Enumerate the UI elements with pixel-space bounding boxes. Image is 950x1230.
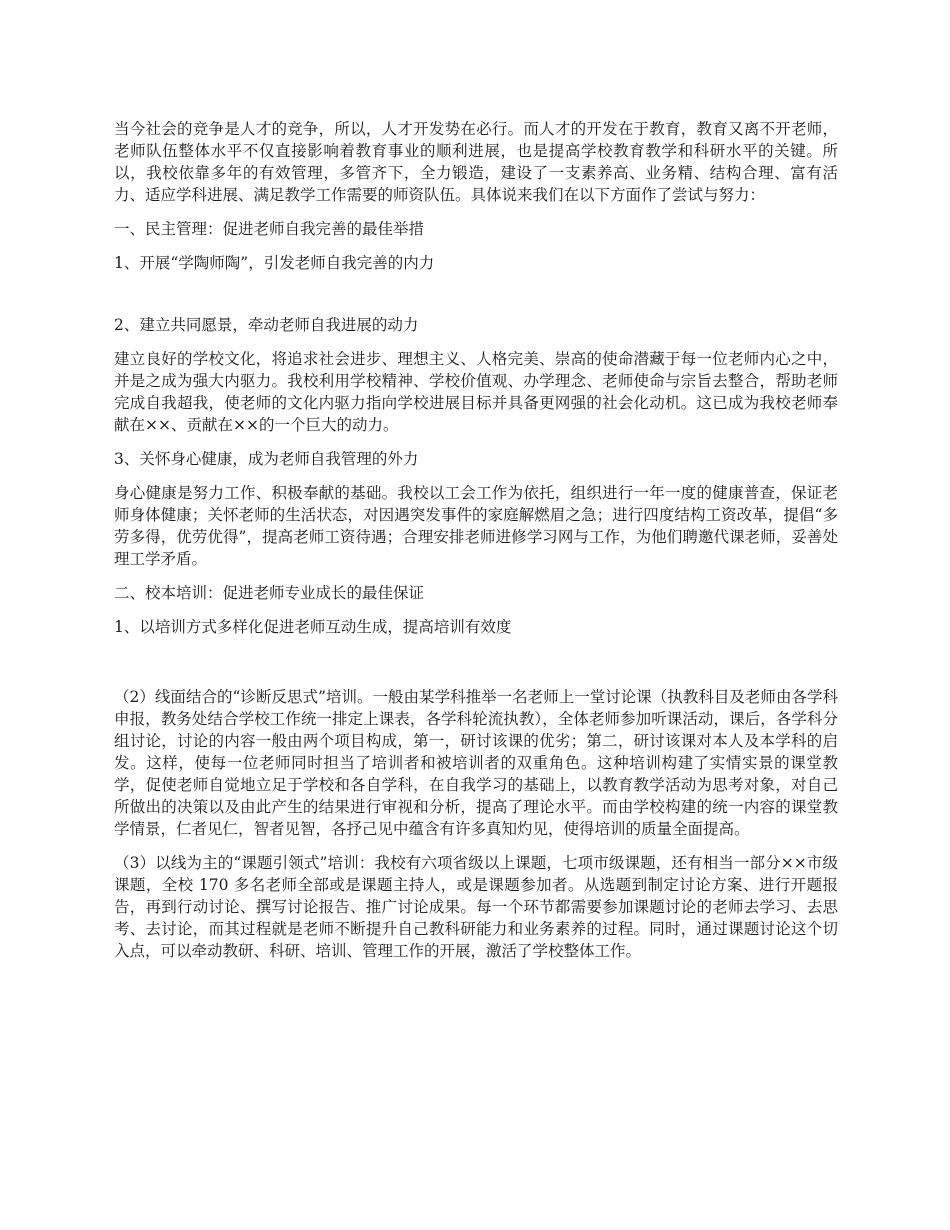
section-heading-2: 二、校本培训：促进老师专业成长的最佳保证 <box>114 584 425 602</box>
subheading-1-3: 3、关怀身心健康，成为老师自我管理的外力 <box>114 450 419 468</box>
paragraph-project-training: （3）以线为主的“课题引领式”培训：我校有六项省级以上课题，七项市级课题，还有相当一部分××市级课题，全校 170 多名老师全部或是课题主持人，或是课题参加者。从选题到制定讨论方案、进行开题报告，再到行动讨论、撰写讨论报告、推广讨论成果。每一个环节都需要参加课题讨论的老师去学习、去思考、去讨论，而其过程就是老师不断提升自己教科研能力和业务素养的过程。同时，通过课题讨论这个切入点，可以牵动教研、科研、培训、管理工作的开展，激活了学校整体工作。 <box>114 854 838 960</box>
intro-paragraph: 当今社会的竞争是人才的竞争，所以，人才开发势在必行。而人才的开发在于教育，教育又离不开老师，老师队伍整体水平不仅直接影响着教育事业的顺利进展，也是提高学校教育教学和科研水平的关键。所以，我校依靠多年的有效管理，多管齐下，全力锻造，建设了一支素养高、业务精、结构合理、富有活力、适应学科进展、满足教学工作需要的师资队伍。具体说来我们在以下方面作了尝试与努力： <box>114 120 838 204</box>
paragraph-culture: 建立良好的学校文化，将追求社会进步、理想主义、人格完美、崇高的使命潜藏于每一位老师内心之中，并是之成为强大内驱力。我校利用学校精神、学校价值观、办学理念、老师使命与宗旨去整合，帮助老师完成自我超我，使老师的文化内驱力指向学校进展目标并具备更网强的社会化动机。这已成为我校老师奉献在××、贡献在××的一个巨大的动力。 <box>114 350 838 434</box>
subheading-1-1: 1、开展“学陶师陶”，引发老师自我完善的内力 <box>114 254 435 272</box>
document-body <box>114 118 838 974</box>
subheading-2-1: 1、以培训方式多样化促进老师互动生成，提高培训有效度 <box>114 618 512 636</box>
paragraph-diagnostic-training: （2）线面结合的“诊断反思式”培训。一般由某学科推举一名老师上一堂讨论课（执教科目及老师由各学科申报，教务处结合学校工作统一排定上课表，各学科轮流执教），全体老师参加听课活动，课后，各学科分组讨论，讨论的内容一般由两个项目构成，第一，研讨该课的优劣；第二，研讨该课对本人及本学科的启发。这样，使每一位老师同时担当了培训者和被培训者的双重角色。这种培训构建了实情实景的课堂教学，促使老师自觉地立足于学校和各自学科，在自我学习的基础上，以教育教学活动为思考对象，对自己所做出的决策以及由此产生的结果进行审视和分析，提高了理论水平。而由学校构建的统一内容的课堂教学情景，仁者见仁，智者见智，各抒己见中蕴含有许多真知灼见，使得培训的质量全面提高。 <box>114 688 838 838</box>
paragraph-health: 身心健康是努力工作、积极奉献的基础。我校以工会工作为依托，组织进行一年一度的健康普查，保证老师身体健康；关怀老师的生活状态，对因遇突发事件的家庭解燃眉之急；进行四度结构工资改革，提倡“多劳多得，优劳优得”，提高老师工资待遇；合理安排老师进修学习网与工作，为他们聘邀代课老师，妥善处理工学矛盾。 <box>114 484 838 568</box>
section-heading-1: 一、民主管理：促进老师自我完善的最佳举措 <box>114 220 425 238</box>
subheading-1-2: 2、建立共同愿景，牵动老师自我进展的动力 <box>114 316 419 334</box>
